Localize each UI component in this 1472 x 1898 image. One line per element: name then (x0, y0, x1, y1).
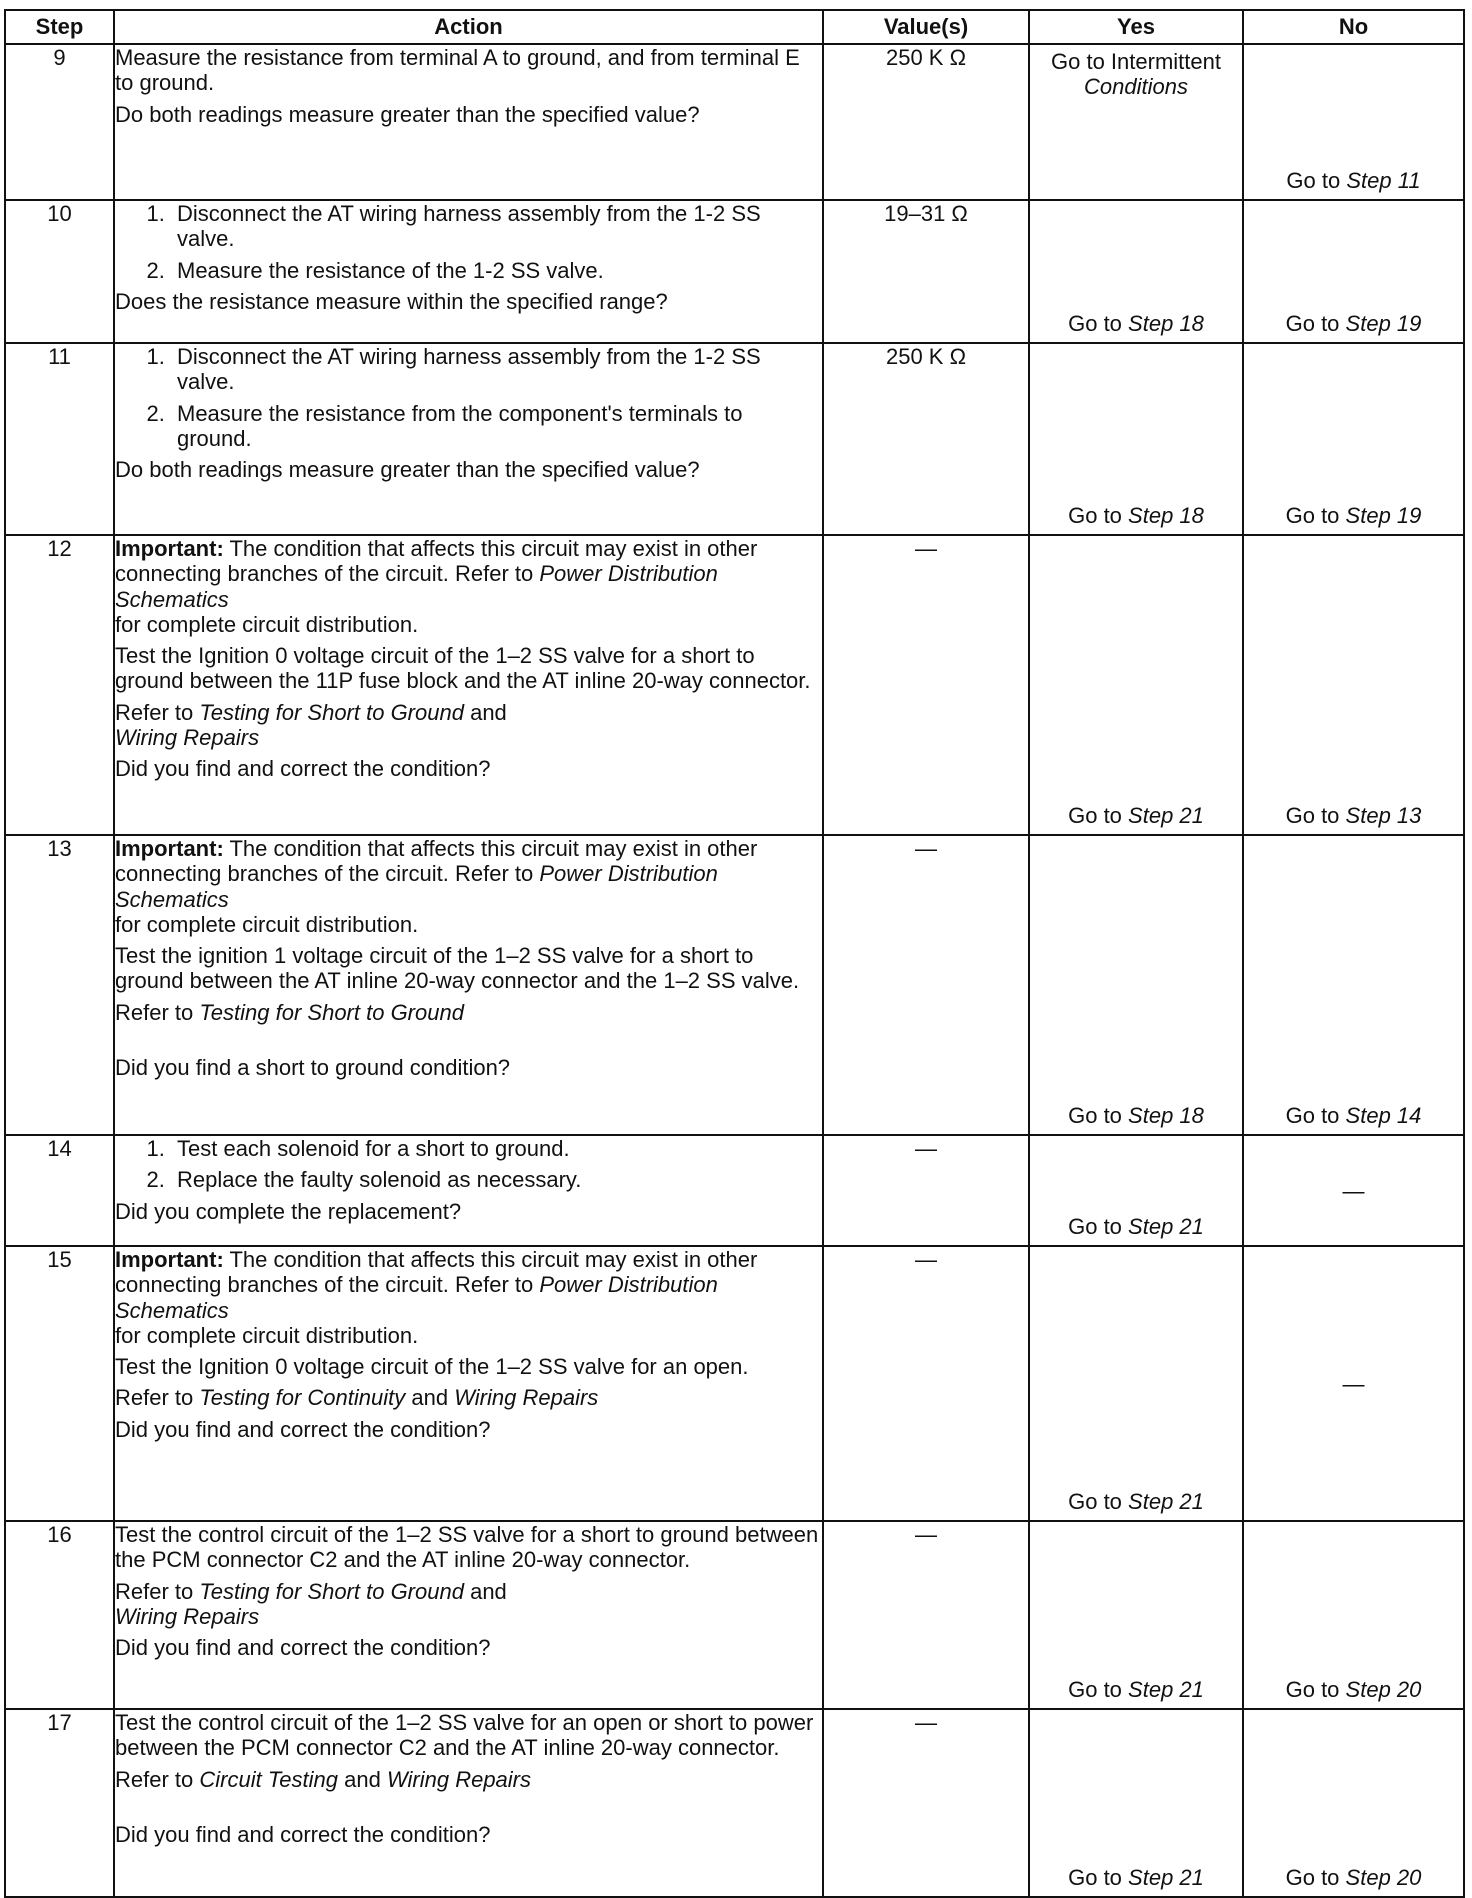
important-tail: for complete circuit distribution. (115, 911, 419, 937)
action-steps (115, 201, 822, 283)
important-label: Important: (115, 1247, 224, 1272)
important-text: The condition that affects this circuit may exist in other connecting branches of the circuit. Refer to (115, 1247, 758, 1298)
yes-goto-step: Step 21 (1128, 802, 1204, 828)
yes-goto-step: Step 21 (1128, 1213, 1204, 1239)
yes-goto-text: Go to (1068, 1213, 1122, 1239)
refer-link: Testing for Short to Ground (199, 999, 464, 1025)
action-cell (114, 1246, 823, 1521)
no-goto-step: Step 20 (1345, 1676, 1422, 1702)
header-no: No (1243, 10, 1464, 44)
yes-cell (1029, 1521, 1243, 1709)
question-text: Did you find and correct the condition? (115, 756, 491, 782)
no-goto-text: Go to (1285, 310, 1340, 336)
refer-and: and (344, 1766, 381, 1792)
refer-link: Circuit Testing (199, 1766, 338, 1792)
action-cell (114, 343, 823, 535)
important-note (115, 1247, 822, 1348)
important-ref: Power Distribution Schematics (115, 861, 718, 912)
value-cell: — (823, 1246, 1029, 1521)
yes-goto-step: Step 18 (1128, 1102, 1204, 1128)
refer-text (115, 1000, 822, 1025)
important-label: Important: (115, 836, 224, 861)
action-text: Test the control circuit of the 1–2 SS valve for an open or short to power between the PCM connector C2 and the AT inline 20-way connector. (115, 1710, 814, 1761)
yes-cell (1029, 200, 1243, 343)
no-goto-text: Go to (1285, 1676, 1340, 1702)
action-steps (115, 1136, 822, 1193)
important-ref: Power Distribution Schematics (115, 1272, 718, 1323)
action-cell (114, 535, 823, 835)
refer-text (115, 1385, 822, 1410)
refer-link: Testing for Continuity (199, 1385, 406, 1411)
no-goto-text: Go to (1285, 1102, 1340, 1128)
header-row (5, 10, 1464, 44)
diagnostic-table (4, 9, 1465, 1898)
action-cell (114, 200, 823, 343)
value-cell: — (823, 1135, 1029, 1246)
yes-goto-text: Go to (1068, 1488, 1122, 1514)
value-cell: — (823, 535, 1029, 835)
table-row (5, 343, 1464, 535)
refer-link: Wiring Repairs (386, 1766, 532, 1792)
refer-text (115, 1579, 822, 1630)
yes-goto-step: Step 18 (1128, 310, 1204, 336)
yes-cell (1029, 835, 1243, 1135)
value-cell: 250 K Ω (823, 343, 1029, 535)
question-text: Do both readings measure greater than the specified value? (115, 101, 700, 127)
no-dash: — (1342, 1370, 1365, 1396)
refer-and: and (411, 1385, 449, 1411)
no-goto-step: Step 19 (1345, 310, 1422, 336)
no-goto-text: Go to (1285, 802, 1340, 828)
no-cell (1243, 1709, 1464, 1897)
no-goto-step: Step 20 (1345, 1864, 1422, 1890)
yes-cell (1029, 1709, 1243, 1897)
yes-cell (1029, 343, 1243, 535)
question-text: Do both readings measure greater than the specified value? (115, 457, 700, 483)
yes-goto-step: Step 21 (1128, 1488, 1204, 1514)
step-number: 11 (5, 343, 114, 535)
value-cell: — (823, 835, 1029, 1135)
table-row (5, 44, 1464, 200)
no-cell (1243, 1521, 1464, 1709)
no-goto-step: Step 19 (1345, 502, 1422, 528)
table-row (5, 1709, 1464, 1897)
table-row (5, 200, 1464, 343)
value-cell: — (823, 1709, 1029, 1897)
table-row (5, 1521, 1464, 1709)
step-number: 15 (5, 1246, 114, 1521)
step-number: 17 (5, 1709, 114, 1897)
action-text: Measure the resistance from terminal A to ground, and from terminal E to ground. (115, 45, 800, 96)
yes-goto-step: Step 21 (1128, 1676, 1204, 1702)
refer-label: Refer to (115, 1766, 194, 1792)
refer-link: Testing for Short to Ground (199, 1578, 464, 1604)
refer-text (115, 1767, 822, 1792)
important-text: The condition that affects this circuit may exist in other connecting branches of the circuit. Refer to (115, 836, 758, 887)
yes-cell (1029, 44, 1243, 200)
question-text: Did you complete the replacement? (115, 1198, 462, 1224)
yes-goto-text: Go to (1068, 310, 1122, 336)
step-number: 10 (5, 200, 114, 343)
header-yes: Yes (1029, 10, 1243, 44)
yes-goto-text: Go to Intermittent (1051, 49, 1221, 74)
step-number: 13 (5, 835, 114, 1135)
action-cell (114, 1709, 823, 1897)
value-cell: — (823, 1521, 1029, 1709)
yes-goto-text: Go to (1068, 502, 1122, 528)
no-cell (1243, 44, 1464, 200)
table-row (5, 835, 1464, 1135)
yes-goto-text: Go to (1068, 1864, 1122, 1890)
header-values: Value(s) (823, 10, 1029, 44)
important-text: The condition that affects this circuit may exist in other connecting branches of the circuit. Refer to (115, 536, 758, 587)
action-cell (114, 44, 823, 200)
question-text: Did you find a short to ground condition? (115, 1055, 511, 1081)
yes-cell (1029, 535, 1243, 835)
action-text: Test the Ignition 0 voltage circuit of the 1–2 SS valve for a short to ground between the 11P fuse block and the AT inline 20-way connector. (115, 643, 811, 694)
important-note (115, 536, 822, 637)
action-text: Test the Ignition 0 voltage circuit of the 1–2 SS valve for an open. (115, 1354, 749, 1380)
question-text: Did you find and correct the condition? (115, 1635, 491, 1661)
important-tail: for complete circuit distribution. (115, 611, 419, 637)
action-text: Test the control circuit of the 1–2 SS valve for a short to ground between the PCM connector C2 and the AT inline 20-way connector. (115, 1522, 819, 1573)
value-cell: 250 K Ω (823, 44, 1029, 200)
value-cell: 19–31 Ω (823, 200, 1029, 343)
yes-goto-step: Step 21 (1128, 1864, 1204, 1890)
table-row (5, 1135, 1464, 1246)
yes-goto-text: Go to (1068, 1676, 1122, 1702)
action-step-item: 2. Replace the faulty solenoid as necessary. (171, 1167, 822, 1192)
action-step-item: 1. Disconnect the AT wiring harness assembly from the 1-2 SS valve. (171, 344, 822, 395)
no-cell (1243, 835, 1464, 1135)
action-cell (114, 835, 823, 1135)
step-number: 16 (5, 1521, 114, 1709)
table-row (5, 535, 1464, 835)
refer-and: and (470, 1578, 507, 1604)
no-cell (1243, 343, 1464, 535)
refer-link: Wiring Repairs (115, 1603, 260, 1629)
refer-label: Refer to (115, 1385, 194, 1411)
step-number: 12 (5, 535, 114, 835)
action-cell (114, 1135, 823, 1246)
refer-label: Refer to (115, 699, 194, 725)
action-steps (115, 344, 822, 451)
question-text: Does the resistance measure within the specified range? (115, 288, 668, 314)
yes-goto-step: Step 18 (1128, 502, 1204, 528)
refer-link: Testing for Short to Ground (199, 699, 464, 725)
action-step-item: 2. Measure the resistance from the component's terminals to ground. (171, 401, 822, 452)
action-step-item: 2. Measure the resistance of the 1-2 SS valve. (171, 258, 822, 283)
action-cell (114, 1521, 823, 1709)
step-number: 9 (5, 44, 114, 200)
no-goto-step: Step 14 (1345, 1102, 1422, 1128)
important-ref: Power Distribution Schematics (115, 561, 718, 612)
refer-and: and (470, 699, 507, 725)
no-cell (1243, 1135, 1464, 1246)
important-note (115, 836, 822, 937)
header-step: Step (5, 10, 114, 44)
no-dash: — (1342, 1177, 1365, 1203)
table-row (5, 1246, 1464, 1521)
action-step-item: 1. Disconnect the AT wiring harness assembly from the 1-2 SS valve. (171, 201, 822, 252)
refer-label: Refer to (115, 1578, 194, 1604)
refer-link: Wiring Repairs (115, 725, 260, 751)
yes-goto-ref: Conditions (1084, 74, 1188, 100)
yes-cell (1029, 1246, 1243, 1521)
no-goto-step: Step 13 (1345, 802, 1422, 828)
yes-cell (1029, 1135, 1243, 1246)
no-cell (1243, 200, 1464, 343)
no-goto-text: Go to (1285, 502, 1340, 528)
no-cell (1243, 535, 1464, 835)
refer-link: Wiring Repairs (454, 1385, 599, 1411)
no-goto-step: Step 11 (1346, 167, 1421, 193)
no-goto-text: Go to (1285, 1864, 1340, 1890)
no-cell (1243, 1246, 1464, 1521)
refer-text (115, 700, 822, 751)
header-action: Action (114, 10, 823, 44)
action-text: Test the ignition 1 voltage circuit of the 1–2 SS valve for a short to ground between the AT inline 20-way connector and the 1–2 SS valve. (115, 943, 800, 994)
yes-goto-text: Go to (1068, 802, 1122, 828)
yes-goto-text: Go to (1068, 1102, 1122, 1128)
no-goto-text: Go to (1286, 167, 1341, 193)
refer-label: Refer to (115, 999, 194, 1025)
step-number: 14 (5, 1135, 114, 1246)
question-text: Did you find and correct the condition? (115, 1416, 491, 1442)
important-tail: for complete circuit distribution. (115, 1322, 419, 1348)
question-text: Did you find and correct the condition? (115, 1821, 491, 1847)
action-step-item: 1. Test each solenoid for a short to ground. (171, 1136, 822, 1161)
important-label: Important: (115, 536, 224, 561)
